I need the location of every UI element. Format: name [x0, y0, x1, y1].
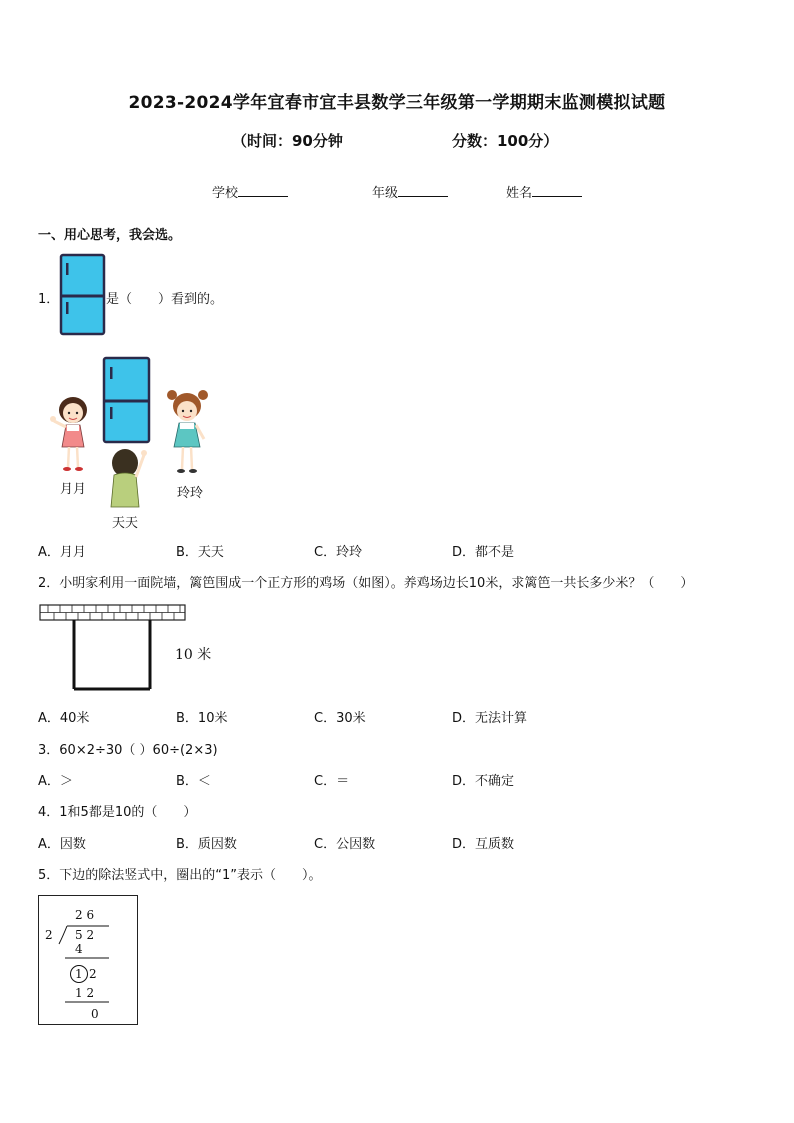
q3-text: 3．60×2÷30（ ）60÷(2×3) — [38, 743, 218, 758]
section-heading: 一、用心思考，我会选。 — [38, 228, 182, 243]
division-result: 0 — [91, 1007, 99, 1021]
division-step1: 4 — [75, 942, 83, 956]
q2-side-label: 10 米 — [175, 647, 212, 663]
school-blank[interactable] — [238, 184, 288, 197]
scene-fridge-icon — [104, 358, 149, 442]
name-field[interactable] — [506, 182, 582, 201]
division-step2: 1 2 — [75, 986, 95, 1000]
q1-scene-illustration — [40, 355, 230, 535]
division-quotient: 2 6 — [75, 908, 95, 922]
fence-lines — [74, 620, 150, 689]
q2-option-b[interactable]: B．10米 — [176, 711, 228, 726]
q4-option-c[interactable]: C．公因数 — [314, 837, 376, 852]
name-blank[interactable] — [532, 184, 582, 197]
page-title: 2023-2024学年宜春市宜丰县数学三年级第一学期期末监测模拟试题 — [128, 93, 666, 113]
fridge-icon — [60, 254, 106, 336]
q4-option-d[interactable]: D．互质数 — [452, 837, 515, 852]
division-dividend: 5 2 — [75, 928, 95, 942]
q4-option-b[interactable]: B．质因数 — [176, 837, 237, 852]
lingling-figure-icon — [167, 390, 208, 473]
grade-label: 年级 — [372, 186, 399, 201]
name-label: 姓名 — [506, 186, 533, 201]
q1-option-b[interactable]: B．天天 — [176, 545, 224, 560]
time-info: （时间：90分钟 — [232, 132, 343, 150]
q1-number: 1． — [38, 292, 60, 307]
tiantian-figure-icon — [111, 449, 147, 507]
grade-field[interactable] — [372, 182, 448, 201]
school-field[interactable] — [212, 182, 288, 201]
q2-text: 2．小明家利用一面院墙，篱笆围成一个正方形的鸡场（如图）。养鸡场边长10米，求篱笆一共长多少米？（ ） — [38, 576, 694, 591]
label-lingling: 玲玲 — [177, 486, 204, 501]
brick-wall-icon — [40, 605, 185, 620]
division-remainder-digit: 2 — [89, 967, 97, 981]
q2-option-d[interactable]: D．无法计算 — [452, 711, 528, 726]
division-circled-digit: 1 — [75, 967, 83, 981]
q3-option-d[interactable]: D．不确定 — [452, 774, 515, 789]
division-box — [38, 895, 138, 1025]
q3-option-a[interactable]: A．＞ — [38, 774, 73, 789]
yueyue-figure-icon — [50, 397, 87, 471]
q2-option-c[interactable]: C．30米 — [314, 711, 366, 726]
q3-option-b[interactable]: B．＜ — [176, 774, 211, 789]
q4-text: 4．1和5都是10的（ ） — [38, 805, 197, 820]
label-tiantian: 天天 — [112, 516, 139, 531]
q5-text: 5．下边的除法竖式中，圈出的“1”表示（ ）。 — [38, 868, 322, 883]
division-divisor: 2 — [45, 928, 53, 942]
q1-text: 是（ ）看到的。 — [106, 292, 224, 307]
q2-diagram — [38, 603, 188, 693]
q1-option-a[interactable]: A．月月 — [38, 545, 86, 560]
school-label: 学校 — [212, 186, 239, 201]
label-yueyue: 月月 — [60, 482, 87, 497]
score-info: 分数：100分） — [452, 132, 559, 150]
q4-option-a[interactable]: A．因数 — [38, 837, 86, 852]
q2-option-a[interactable]: A．40米 — [38, 711, 90, 726]
q1-option-d[interactable]: D．都不是 — [452, 545, 515, 560]
q3-option-c[interactable]: C．＝ — [314, 774, 350, 789]
grade-blank[interactable] — [398, 184, 448, 197]
q1-option-c[interactable]: C．玲玲 — [314, 545, 363, 560]
